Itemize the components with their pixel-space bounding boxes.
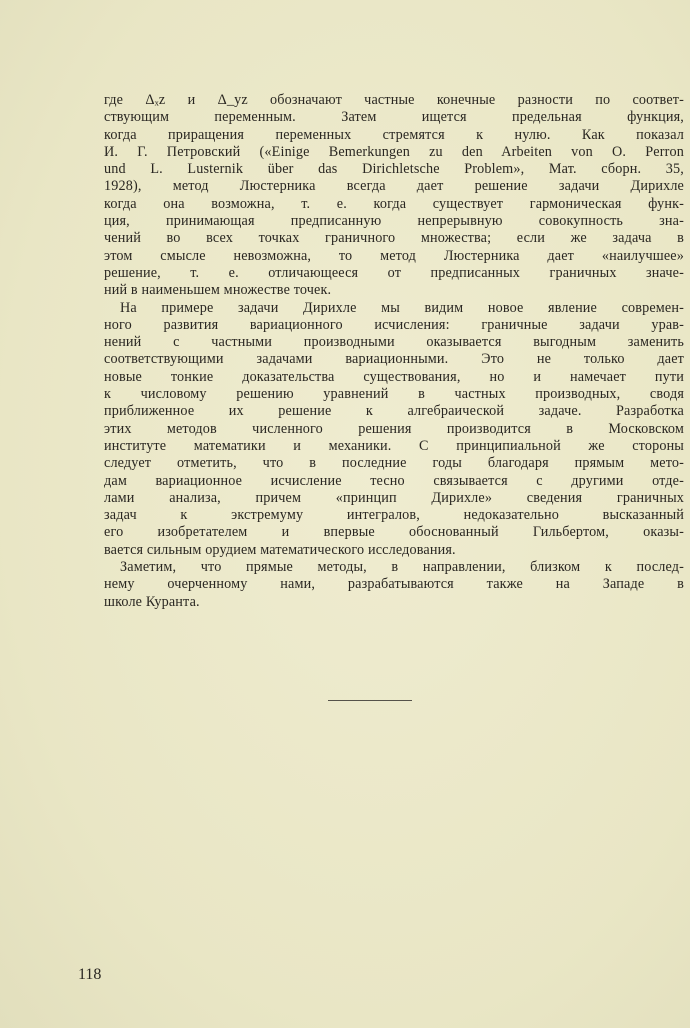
text-line: 1928), метод Люстерника всегда дает решение задачи Дирихле xyxy=(104,178,684,195)
text-line: und L. Lusternik über das Dirichletsche Problem», Мат. сборн. 35, xyxy=(104,161,684,178)
text-line: ствующим переменным. Затем ищется предельная функция, xyxy=(104,109,684,126)
page-number: 118 xyxy=(78,966,102,983)
text-line: Заметим, что прямые методы, в направлении, близком к послед- xyxy=(120,559,684,576)
text-line: школе Куранта. xyxy=(104,593,200,610)
text-line: этом смысле невозможна, то метод Люстерника дает «наилучшее» xyxy=(104,247,684,264)
text-line: чений во всех точках граничного множества; если же задача в xyxy=(104,230,684,247)
text-line: вается сильным орудием математического исследования. xyxy=(104,541,456,558)
text-line: приближенное их решение к алгебраической задаче. Разработка xyxy=(104,403,684,420)
text-line: задач к экстремуму интегралов, недоказательно высказанный xyxy=(104,507,684,524)
text-line: следует отметить, что в последние годы благодаря прямым мето- xyxy=(104,455,684,472)
text-line: институте математики и механики. С принципиальной же стороны xyxy=(104,437,684,454)
text-line: нений с частными производными оказывается выгодным заменить xyxy=(104,334,684,351)
text-line: где Δₓz и Δ_yz обозначают частные конечные разности по соответ- xyxy=(104,92,684,108)
text-line: дам вариационное исчисление тесно связывается с другими отде- xyxy=(104,472,684,489)
text-line: И. Г. Петровский («Einige Bemerkungen zu den Arbeiten von O. Perron xyxy=(104,143,684,160)
text-line: ний в наименьшем множестве точек. xyxy=(104,282,332,299)
text-line: ного развития вариационного исчисления: граничные задачи урав- xyxy=(104,316,684,333)
section-divider xyxy=(328,700,412,701)
text-line: соответствующими задачами вариационными. Это не только дает xyxy=(104,351,684,368)
text-line: нему очерченному нами, разрабатываются также на Западе в xyxy=(104,576,684,593)
text-line: ция, принимающая предписанную непрерывную совокупность зна- xyxy=(104,213,684,230)
text-line: новые тонкие доказательства существования, но и намечает пути xyxy=(104,368,684,385)
text-line: лами анализа, причем «принцип Дирихле» сведения граничных xyxy=(104,489,684,506)
body-text xyxy=(104,92,684,611)
text-line: когда приращения переменных стремятся к нулю. Как показал xyxy=(104,126,684,143)
text-line: На примере задачи Дирихле мы видим новое явление современ- xyxy=(120,299,684,316)
text-line: когда она возможна, т. е. когда существует гармоническая функ- xyxy=(104,195,684,212)
text-line: его изобретателем и впервые обоснованный Гильбертом, оказы- xyxy=(104,524,684,541)
text-line: к числовому решению уравнений в частных производных, сводя xyxy=(104,386,684,403)
text-line: этих методов численного решения производится в Московском xyxy=(104,420,684,437)
text-line: решение, т. е. отличающееся от предписанных граничных значе- xyxy=(104,264,684,281)
